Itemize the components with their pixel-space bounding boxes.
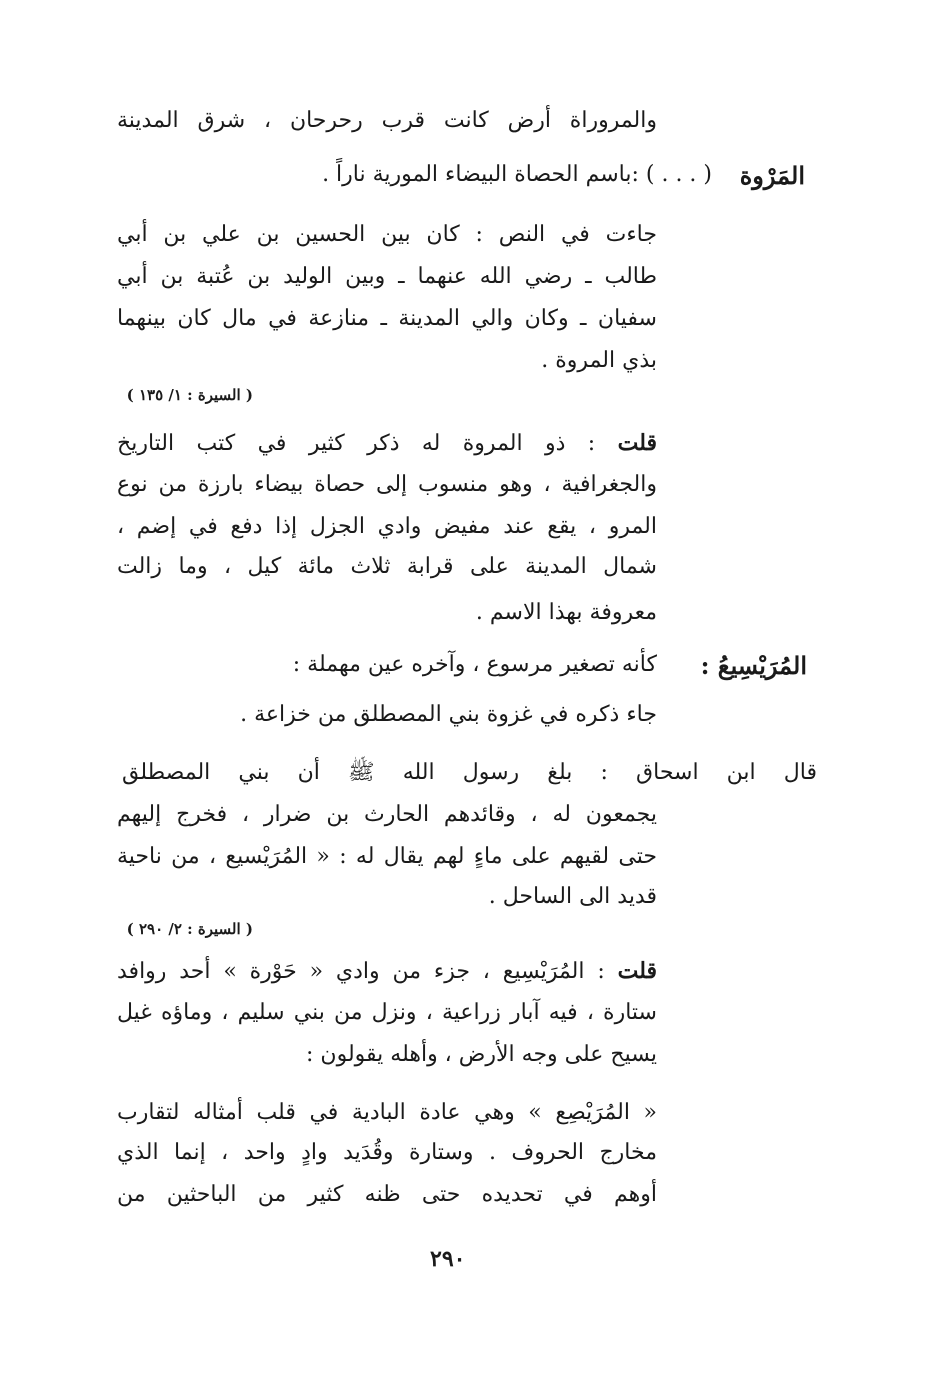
body-line: جاء ذكره في غزوة بني المصطلق من خزاعة . <box>240 702 657 727</box>
body-line: جاءت في النص : كان بين الحسين بن علي بن أبي <box>117 222 657 247</box>
body-line: ستارة ، فيه آبار زراعية ، ونزل من بني سليم ، وماؤه غيل <box>117 1000 657 1025</box>
headword-muraysi-line: كأنه تصغير مرسوع ، وآخره عين مهملة : <box>292 652 657 677</box>
qult-label: قلت <box>617 958 657 984</box>
citation: ( السيرة : ١/ ١٣٥ ) <box>126 386 253 404</box>
body-line: والجغرافية ، وهو منسوب إلى حصاة بيضاء بارزة من نوع <box>117 472 657 497</box>
body-line: حتى لقيهم على ماءٍ لهم يقال له : « المُرَيْسيع ، من ناحية <box>117 844 657 869</box>
body-line: بذي المروة . <box>541 348 657 373</box>
qult-line <box>117 956 657 987</box>
body-line: معروفة بهذا الاسم . <box>475 600 657 625</box>
intro-line: والمروراة أرض كانت قرب رحرحان ، شرق المدينة <box>117 108 657 133</box>
citation: ( السيرة : ٢/ ٢٩٠ ) <box>126 920 253 938</box>
body-line: المرو ، يقع عند مفيض وادي الجزل إذا دفع في إضم ، <box>117 514 657 539</box>
qult-text: : ذو المروة له ذكر كثير في كتب التاريخ <box>117 431 618 456</box>
body-line: أوهم في تحديده حتى ظنه كثير من الباحثين من <box>117 1182 657 1207</box>
qult-text: : المُرَيْسِيع ، جزء من وادي « حَوْرة » أحد روافد <box>117 959 618 984</box>
qult-line <box>117 428 657 459</box>
body-line: « المُرَيْصِع » وهي عادة البادية في قلب أمثاله لتقارب <box>117 1100 657 1125</box>
page-number: ٢٩٠ <box>430 1246 466 1272</box>
body-line: سفيان ـ وكان والي المدينة ـ منازعة في مال كان بينهما <box>117 306 657 331</box>
qult-label: قلت <box>617 430 657 456</box>
body-line: قديد الى الساحل . <box>488 884 657 909</box>
headword-marwa-line: ( . . . ) :باسم الحصاة البيضاء المورية ناراً . <box>322 162 712 187</box>
body-line: يجمعون له ، وقائدهم الحارث بن ضرار ، فخرج إليهم <box>117 802 657 827</box>
body-line: طالب ـ رضي الله عنهما ـ وبين الوليد بن عُتبة بن أبي <box>117 264 657 289</box>
body-line: مخارج الحروف . وستارة وقُدَيد وادٍ واحد ، إنما الذي <box>117 1140 657 1165</box>
body-line: قال ابن اسحاق : بلغ رسول الله ﷺ أن بني المصطلق <box>122 760 817 785</box>
headword-muraysi: المُرَيْسِيعُ : <box>700 651 807 680</box>
headword-marwa: المَرْوة <box>739 161 805 190</box>
body-line: يسيح على وجه الأرض ، وأهله يقولون : <box>306 1042 657 1067</box>
body-line: شمال المدينة على قرابة ثلاث مائة كيل ، وما زالت <box>117 554 657 579</box>
